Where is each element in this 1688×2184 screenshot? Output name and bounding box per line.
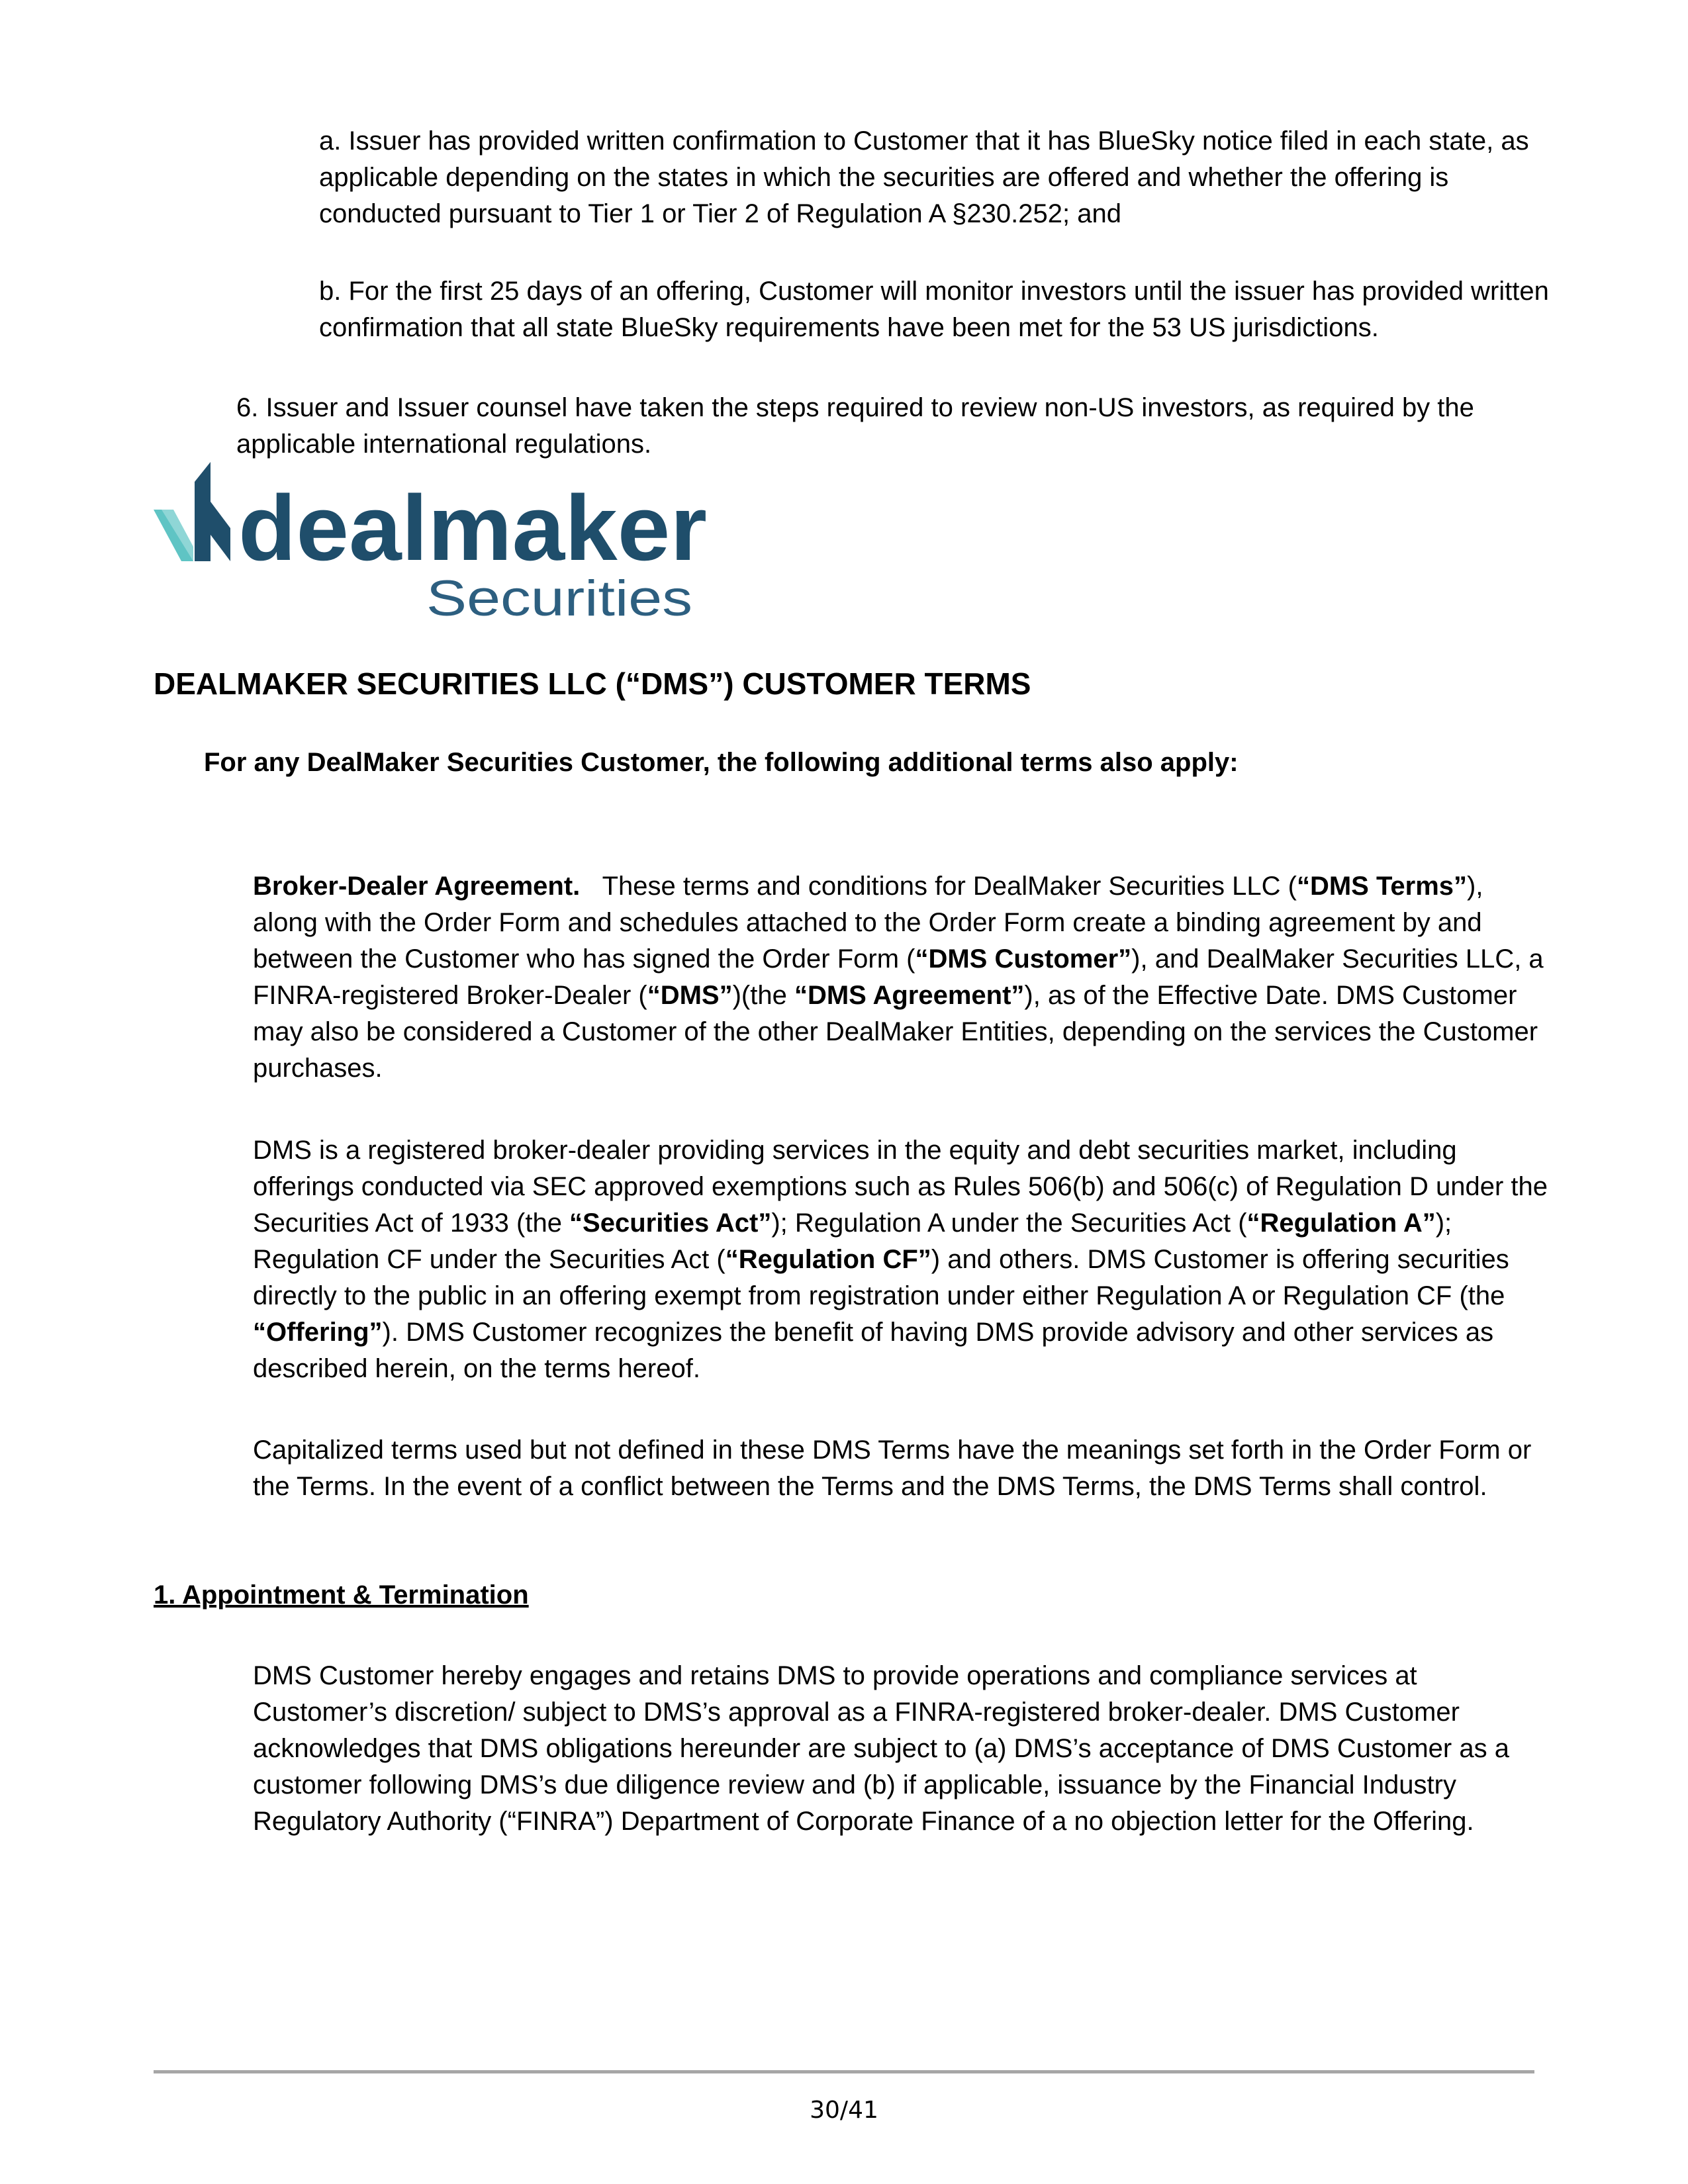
- bda-term-dms-customer: “DMS Customer”: [915, 944, 1132, 974]
- dms-text-4: ) and others. DMS Customer is offering securities directly to the public in an offering exempt from registration under either Regulation A or Regulation CF (the: [253, 1245, 1509, 1310]
- bda-text-5: ), as of the Effective Date. DMS Customer may also be considered a Customer of the other DealMaker Entities, depending on the services the Customer purchases.: [253, 981, 1538, 1083]
- bda-term-dms: “DMS”: [647, 981, 733, 1010]
- dms-text-5: ). DMS Customer recognizes the benefit of having DMS provide advisory and other services as described herein, on the terms hereof.: [253, 1318, 1494, 1383]
- dms-description-paragraph: [253, 1132, 1550, 1387]
- dms-text-3: ); Regulation CF under the Securities Act (: [253, 1208, 1452, 1274]
- page-subtitle: For any DealMaker Securities Customer, the following additional terms also apply:: [204, 748, 1239, 777]
- footer-divider: [154, 2070, 1534, 2073]
- bda-term-dms-agreement: “DMS Agreement”: [794, 981, 1025, 1010]
- list-item-b: b. For the first 25 days of an offering, Customer will monitor investors until the issuer has provided written confirmation that all state BlueSky requirements have been met for the 53 US jurisdictions.: [319, 277, 1549, 342]
- logo-mark-icon: [154, 462, 230, 561]
- dms-term-regulation-a: “Regulation A”: [1246, 1208, 1436, 1238]
- bda-heading: Broker-Dealer Agreement.: [253, 872, 581, 901]
- dms-text-1: DMS is a registered broker-dealer providing services in the equity and debt securities market, including offerings conducted via SEC approved exemptions such as Rules 506(b) and 506(c) of Regulation D under the Securities Act of 1933 (the: [253, 1136, 1548, 1238]
- list-item-a: a. Issuer has provided written confirmation to Customer that it has BlueSky notice filed in each state, as applicable depending on the states in which the securities are offered and whether the offering is conducted pursuant to Tier 1 or Tier 2 of Regulation A §230.252; and: [319, 126, 1529, 228]
- logo-wordmark: dealmaker: [238, 476, 707, 580]
- list-item-6: 6. Issuer and Issuer counsel have taken the steps required to review non-US investors, as required by the applicable international regulations.: [236, 393, 1474, 459]
- dms-text-2: ); Regulation A under the Securities Act (: [771, 1208, 1247, 1238]
- dms-term-offering: “Offering”: [253, 1318, 383, 1347]
- bda-text-4: )(the: [732, 981, 794, 1010]
- capitalized-terms-paragraph: Capitalized terms used but not defined in these DMS Terms have the meanings set forth in the Order Form or the Terms. In the event of a conflict between the Terms and the DMS Terms, the DMS Terms shall control.: [253, 1435, 1532, 1501]
- page-number: 30/41: [810, 2097, 878, 2124]
- broker-dealer-agreement-paragraph: [253, 868, 1550, 1087]
- dms-term-securities-act: “Securities Act”: [569, 1208, 772, 1238]
- bda-text-2: ), along with the Order Form and schedules attached to the Order Form create a binding agreement by and between the Customer who has signed the Order Form (: [253, 872, 1483, 974]
- page-title: DEALMAKER SECURITIES LLC (“DMS”) CUSTOMER TERMS: [154, 666, 1031, 701]
- bda-text-1: These terms and conditions for DealMaker Securities LLC (: [602, 872, 1297, 901]
- bda-text-3: ), and DealMaker Securities LLC, a FINRA-registered Broker-Dealer (: [253, 944, 1544, 1010]
- dms-term-regulation-cf: “Regulation CF”: [725, 1245, 931, 1274]
- logo-subtext: Securities: [426, 570, 692, 621]
- section-heading-appointment: 1. Appointment & Termination: [154, 1580, 529, 1610]
- appointment-paragraph: DMS Customer hereby engages and retains DMS to provide operations and compliance services at Customer’s discretion/ subject to DMS’s approval as a FINRA-registered broker-dealer. DMS Customer acknowledges that DMS obligations hereunder are subject to (a) DMS’s acceptance of DMS Customer as a customer following DMS’s due diligence review and (b) if applicable, issuance by the Financial Industry Regulatory Authority (“FINRA”) Department of Corporate Finance of a no objection letter for the Offering.: [253, 1661, 1509, 1836]
- bda-term-dms-terms: “DMS Terms”: [1296, 872, 1468, 901]
- dealmaker-securities-logo: [154, 462, 710, 621]
